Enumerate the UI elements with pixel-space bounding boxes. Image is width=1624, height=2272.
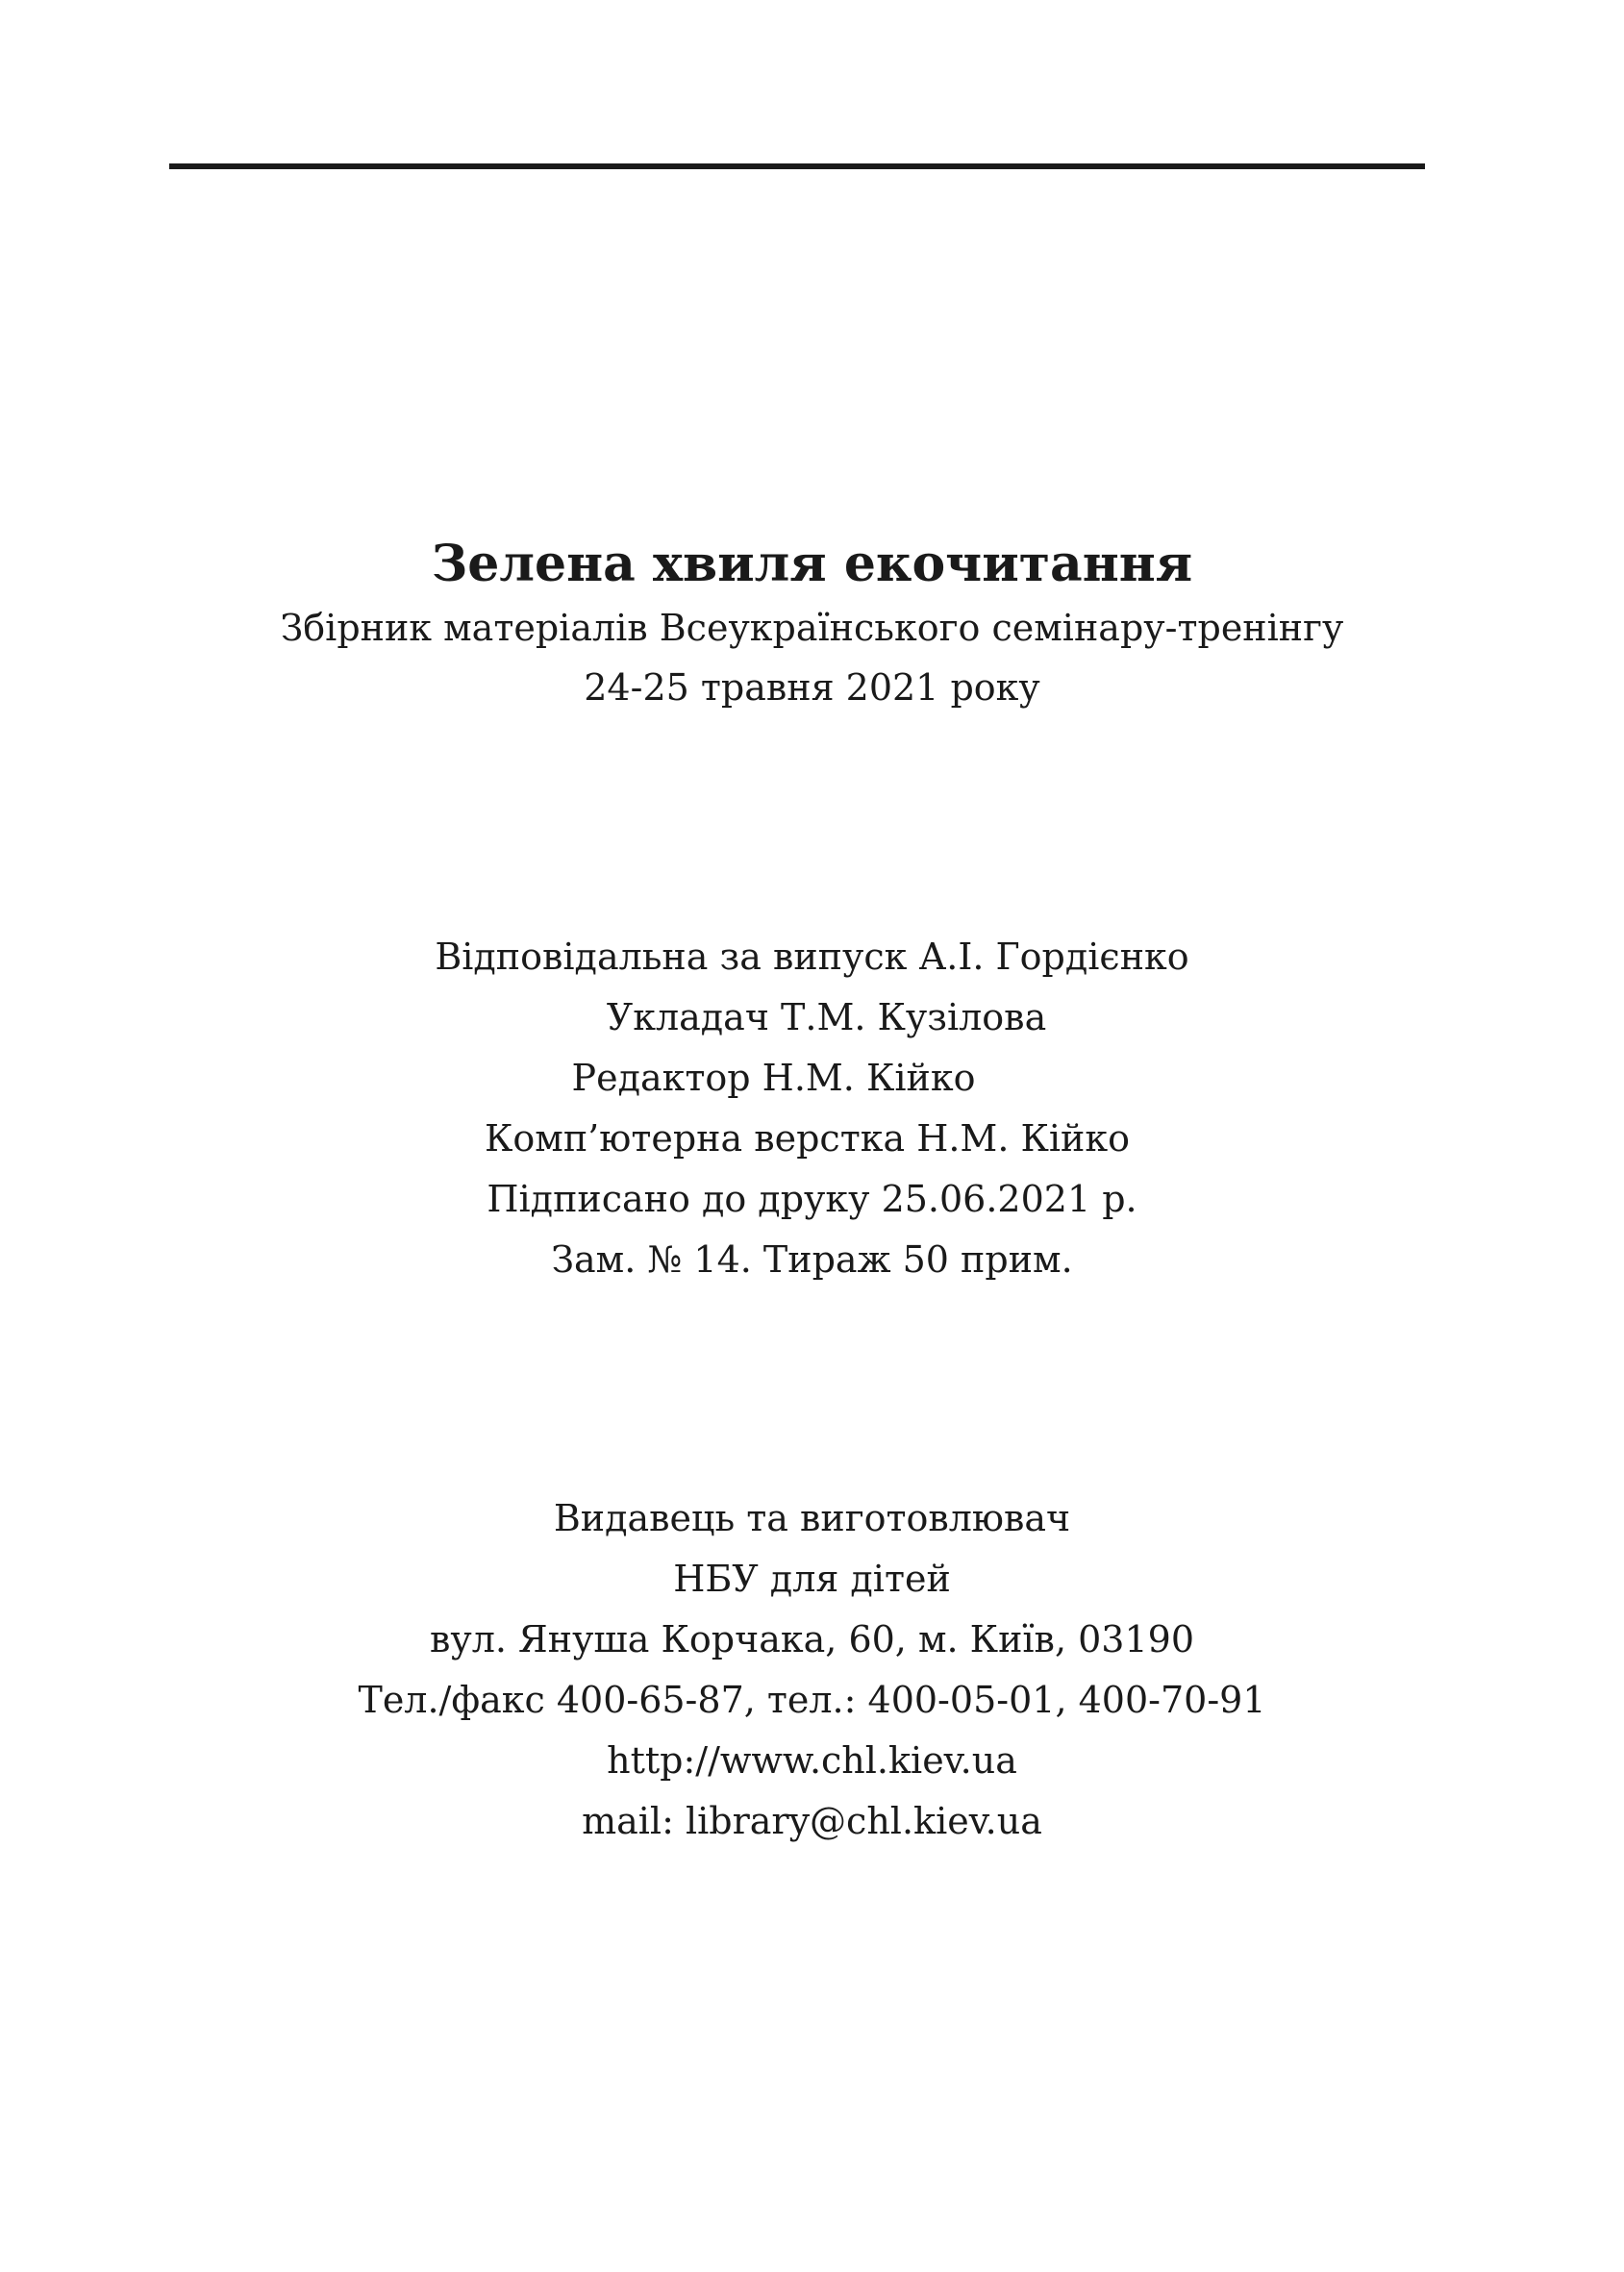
credit-layout: Комп’ютерна верстка Н.М. Кійко bbox=[484, 1117, 1131, 1160]
publisher-website[interactable]: http://www.chl.kiev.ua bbox=[607, 1739, 1017, 1782]
credit-compiler: Укладач Т.М. Кузілова bbox=[606, 996, 1047, 1038]
publisher-heading: Видавець та виготовлювач bbox=[553, 1497, 1071, 1539]
credits-block bbox=[0, 927, 1624, 1290]
publisher-address: вул. Януша Корчака, 60, м. Київ, 03190 bbox=[430, 1618, 1194, 1660]
top-rule bbox=[169, 163, 1425, 169]
credit-responsible: Відповідальна за випуск А.І. Гордієнко bbox=[435, 936, 1189, 978]
title-block bbox=[0, 531, 1624, 717]
credit-editor: Редактор Н.М. Кійко bbox=[571, 1057, 976, 1099]
publisher-block bbox=[0, 1488, 1624, 1852]
publisher-name: НБУ для дітей bbox=[673, 1558, 951, 1600]
publisher-email[interactable]: mail: library@chl.kiev.ua bbox=[582, 1800, 1042, 1842]
page-title: Зелена хвиля екочитання bbox=[431, 535, 1193, 593]
credit-signed: Підписано до друку 25.06.2021 р. bbox=[487, 1178, 1137, 1220]
credit-order: Зам. № 14. Тираж 50 прим. bbox=[551, 1238, 1073, 1281]
event-date: 24-25 травня 2021 року bbox=[584, 666, 1040, 709]
publisher-phones: Тел./факс 400-65-87, тел.: 400-05-01, 400-70-91 bbox=[358, 1679, 1266, 1721]
page-subtitle: Збірник матеріалів Всеукраїнського семінару-тренінгу bbox=[280, 607, 1344, 649]
